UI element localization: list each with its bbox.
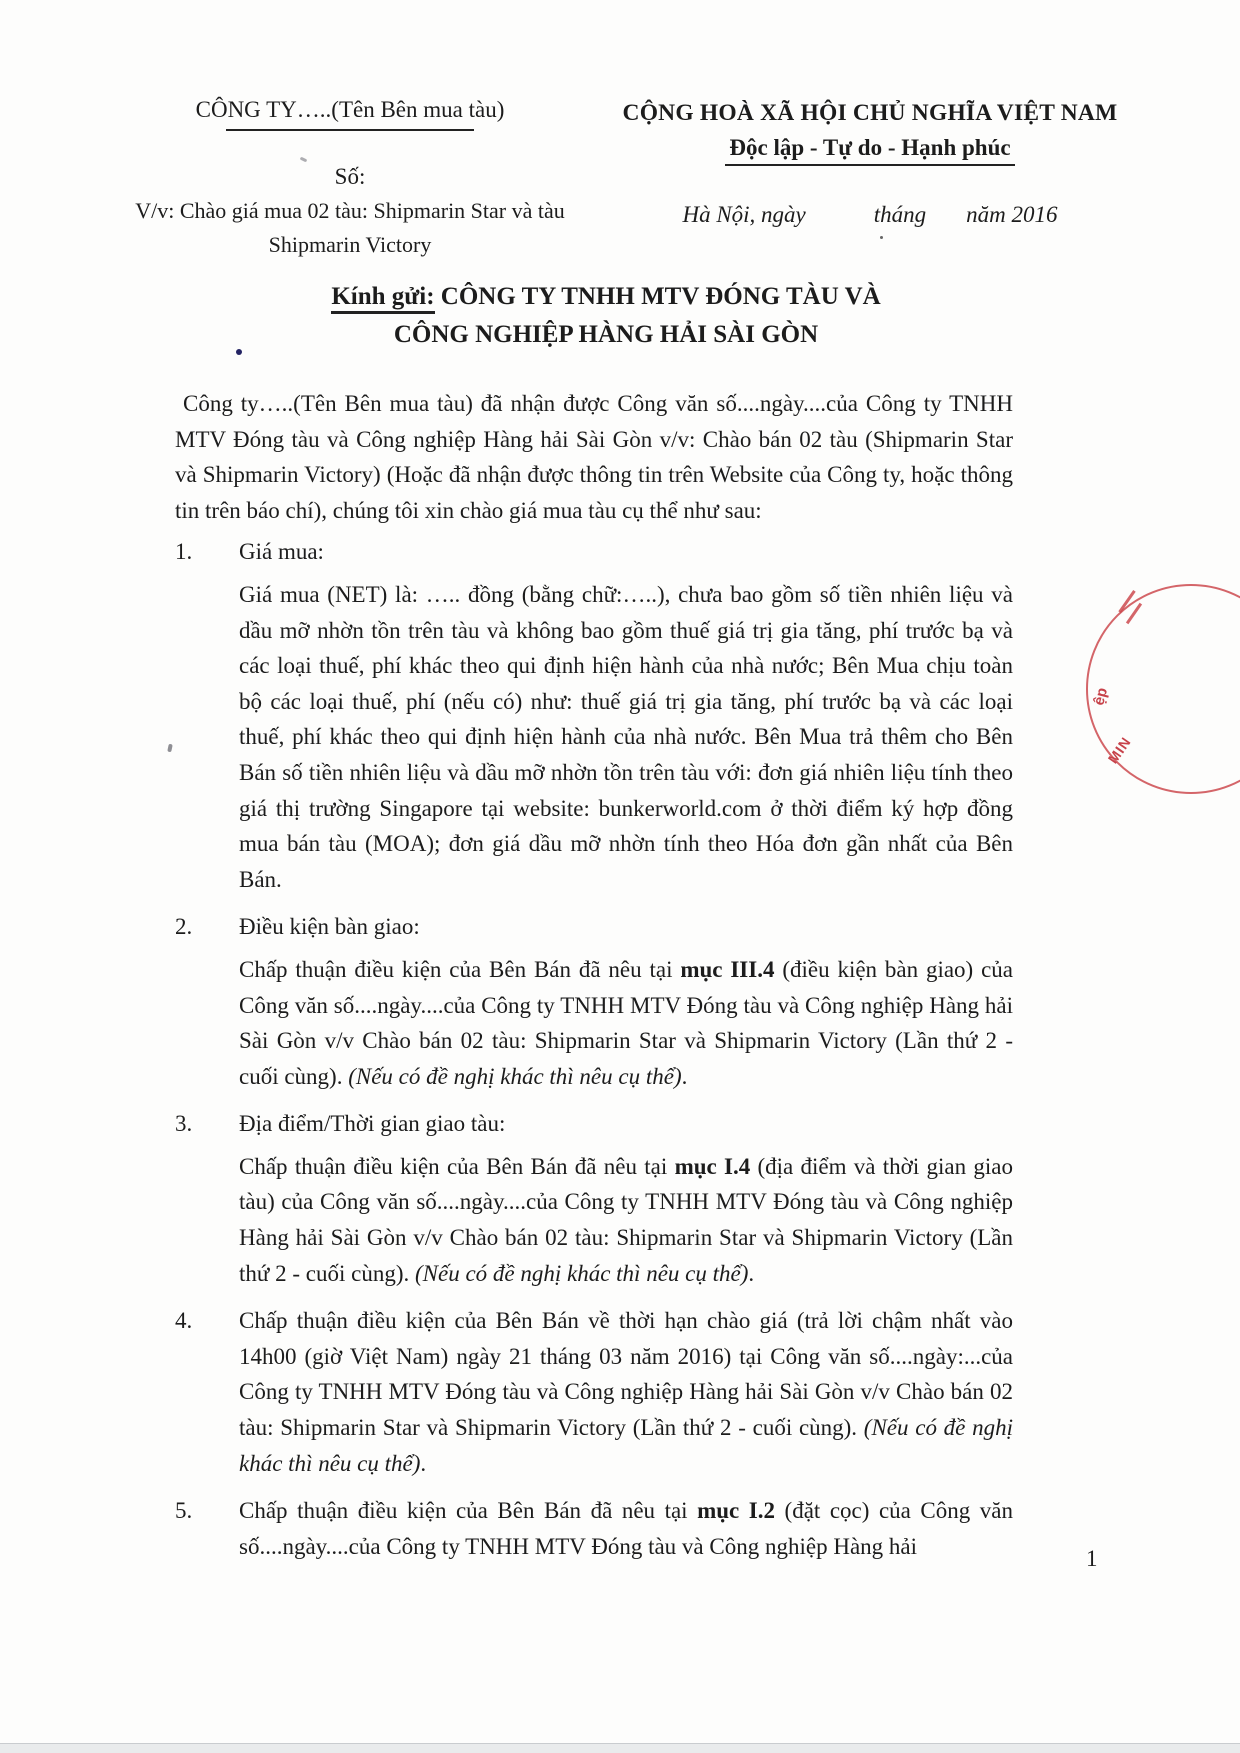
header-national-block xyxy=(620,100,1120,228)
intro-paragraph: Công ty…..(Tên Bên mua tàu) đã nhận được Công văn số....ngày....của Công ty TNHH MTV Đóng tàu và Công nghiệp Hàng hải Sài Gòn v/v: Chào bán 02 tàu (Shipmarin Star và Shipmarin Victory) (Hoặc đã nhận được thông tin trên Website của Công ty, hoặc thông tin trên báo chí), chúng tôi xin chào giá mua tàu cụ thể như sau: xyxy=(175,391,1013,523)
item-paragraph: Chấp thuận điều kiện của Bên Bán đã nêu tại mục I.2 (đặt cọc) của Công văn số....ngày....của Công ty TNHH MTV Đóng tàu và Công nghiệp Hàng hải xyxy=(239,1498,1013,1559)
header-sender-block xyxy=(130,96,570,259)
item-number: 5. xyxy=(175,1498,193,1524)
list-item-3 xyxy=(175,1106,1013,1299)
italic-note: (Nếu có đề nghị khác thì nêu cụ thể) xyxy=(348,1063,682,1089)
item-number: 4. xyxy=(175,1308,193,1334)
item-title: Điều kiện bàn giao: xyxy=(239,914,420,940)
item-number: 1. xyxy=(175,539,193,565)
date-month: tháng xyxy=(873,202,927,227)
sender-company-line: CÔNG TY…..(Tên Bên mua tàu) xyxy=(195,97,505,122)
recipient-heading xyxy=(175,278,1037,354)
item-paragraph: Chấp thuận điều kiện của Bên Bán đã nêu tại mục III.4 (điều kiện bàn giao) của Công văn số....ngày....của Công ty TNHH MTV Đóng tàu và Công nghiệp Hàng hải Sài Gòn v/v Chào bán 02 tàu: Shipmarin Star và Shipmarin Victory (Lần thứ 2 - cuối cùng). (Nếu có đề nghị khác thì nêu cụ thể). xyxy=(239,956,1013,1089)
item-number: 2. xyxy=(175,914,193,940)
page-number: 1 xyxy=(1086,1546,1098,1571)
date-line xyxy=(620,202,1120,228)
list-item-5 xyxy=(175,1493,1013,1572)
item-title: Giá mua: xyxy=(239,539,324,565)
stray-ink-dot xyxy=(880,236,883,239)
list-item-4 xyxy=(175,1303,1013,1489)
ink-dot-mark xyxy=(236,349,242,355)
bold-clause-ref: mục I.4 xyxy=(674,1153,751,1179)
italic-note: (Nếu có đề nghị khác thì nêu cụ thể) xyxy=(239,1415,1014,1476)
recipient-line-2: CÔNG NGHIỆP HÀNG HẢI SÀI GÒN xyxy=(393,321,819,348)
item-paragraph: Chấp thuận điều kiện của Bên Bán đã nêu tại mục I.4 (địa điểm và thời gian giao tàu) của Công văn số....ngày....của Công ty TNHH MTV Đóng tàu và Công nghiệp Hàng hải Sài Gòn v/v Chào bán 02 tàu: Shipmarin Star và Shipmarin Victory (Lần thứ 2 - cuối cùng). (Nếu có đề nghị khác thì nêu cụ thể). xyxy=(239,1153,1013,1286)
margin-ink-mark xyxy=(167,744,173,753)
bold-clause-ref: mục III.4 xyxy=(680,956,775,982)
item-paragraph: Giá mua (NET) là: ….. đồng (bằng chữ:…..), chưa bao gồm số tiền nhiên liệu và dầu mỡ nhờn tồn trên tàu và không bao gồm thuế giá trị gia tăng, phí trước bạ và các loại thuế, phí khác theo qui định hiện hành của nhà nước; Bên Mua chịu toàn bộ các loại thuế, phí (nếu có) như: thuế giá trị gia tăng, phí trước bạ và các loại thuế, phí khác theo qui định hiện hành của nhà nước. Bên Mua trả thêm cho Bên Bán số tiền nhiên liệu và dầu mỡ nhờn tồn trên tàu với: đơn giá nhiên liệu tính theo giá thị trường Singapore tại website: bunkerworld.com ở thời điểm ký hợp đồng mua bán tàu (MOA); đơn giá dầu mỡ nhờn tính theo Hóa đơn gần nhất của Bên Bán. xyxy=(239,581,1013,892)
date-year: năm 2016 xyxy=(966,202,1058,227)
document-number-label: Số: xyxy=(334,164,366,189)
salutation: Kính gửi: xyxy=(331,283,434,314)
letter-body xyxy=(175,386,1013,1572)
item-number: 3. xyxy=(175,1111,193,1137)
national-title: CỘNG HOÀ XÃ HỘI CHỦ NGHĨA VIỆT NAM xyxy=(622,100,1118,126)
subject-line-1: V/v: Chào giá mua 02 tàu: Shipmarin Star và tàu xyxy=(135,198,565,223)
national-motto: Độc lập - Tự do - Hạnh phúc xyxy=(725,135,1014,166)
scan-edge-artifact xyxy=(0,1743,1240,1753)
header-underline xyxy=(226,129,474,131)
date-place: Hà Nội, ngày xyxy=(682,202,806,227)
list-item-2 xyxy=(175,909,1013,1102)
italic-note: (Nếu có đề nghị khác thì nêu cụ thể) xyxy=(414,1260,749,1286)
red-stamp-text-fragment: MIN xyxy=(1104,733,1135,767)
red-stamp-text-fragment: ệp xyxy=(1090,685,1112,708)
recipient-company-part1: CÔNG TY TNHH MTV ĐÓNG TÀU VÀ xyxy=(434,283,881,310)
item-title: Địa điểm/Thời gian giao tàu: xyxy=(239,1111,506,1137)
list-item-1 xyxy=(175,534,1013,905)
item-paragraph: Chấp thuận điều kiện của Bên Bán về thời hạn chào giá (trả lời chậm nhất vào 14h00 (giờ Việt Nam) ngày 21 tháng 03 năm 2016) tại Công văn số....ngày:...của Công ty TNHH MTV Đóng tàu và Công nghiệp Hàng hải Sài Gòn v/v Chào bán 02 tàu: Shipmarin Star và Shipmarin Victory (Lần thứ 2 - cuối cùng). (Nếu có đề nghị khác thì nêu cụ thể). xyxy=(239,1308,1014,1476)
recipient-line-1 xyxy=(175,278,1037,316)
subject-line-2: Shipmarin Victory xyxy=(268,232,432,257)
bold-clause-ref: mục I.2 xyxy=(697,1498,776,1524)
